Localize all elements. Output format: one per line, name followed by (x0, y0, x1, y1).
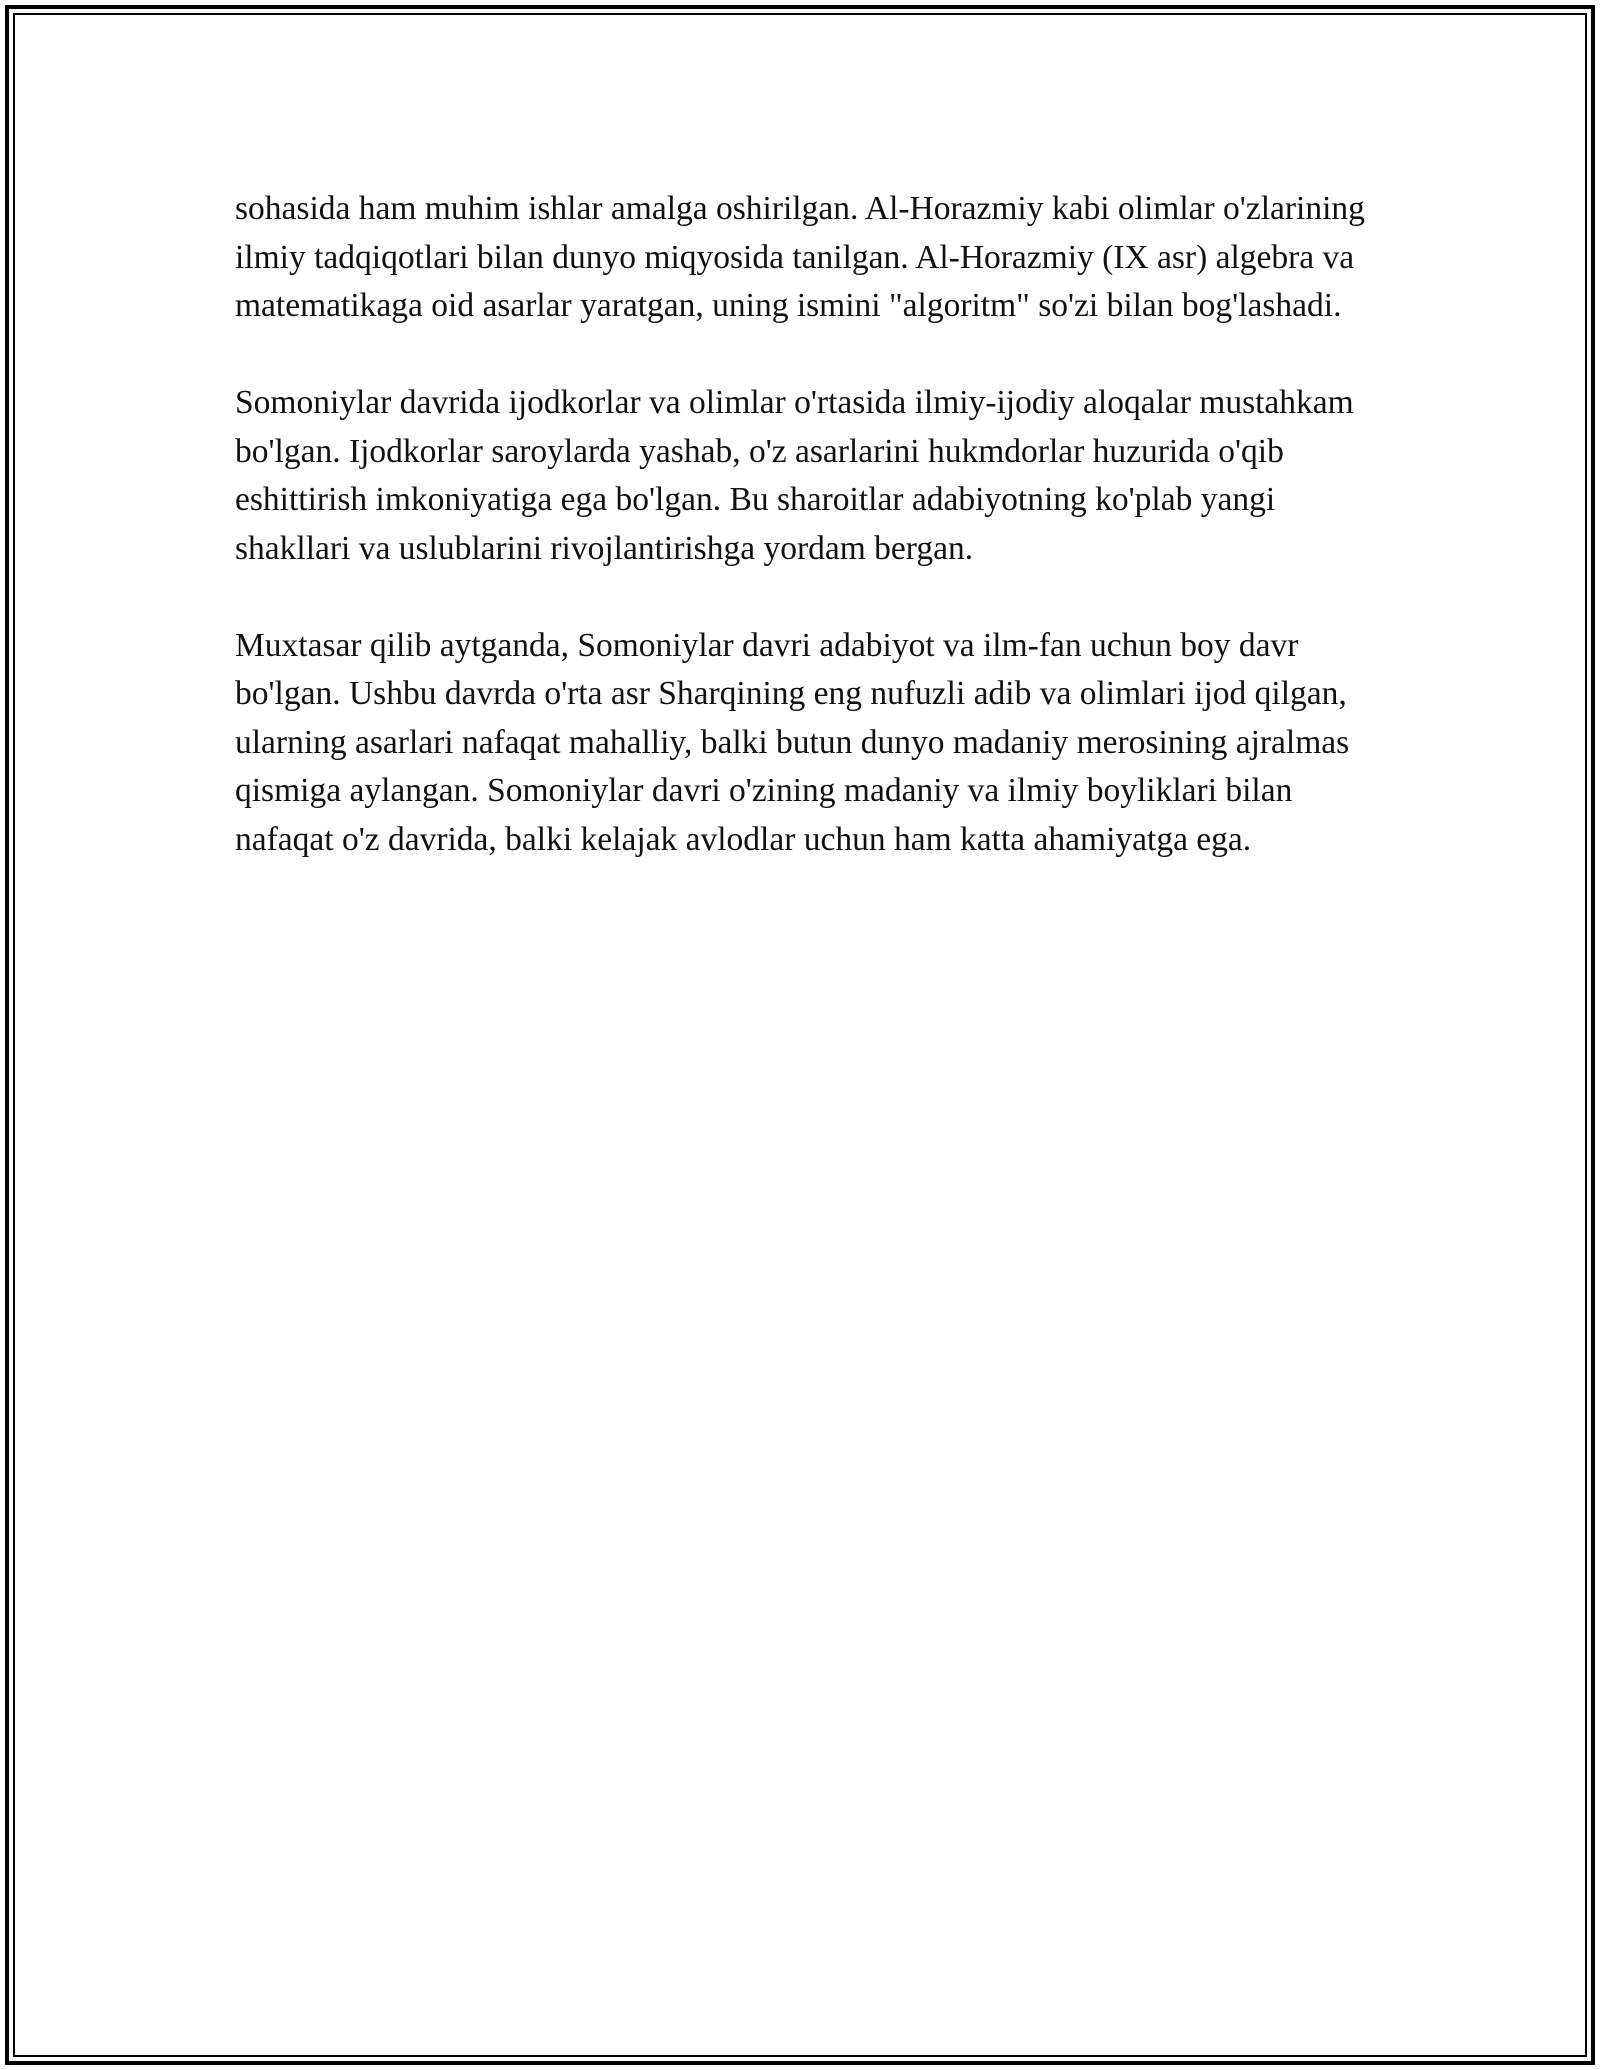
paragraph-3: Muxtasar qilib aytganda, Somoniylar davri adabiyot va ilm-fan uchun boy davr bo'lgan. Ushbu davrda o'rta asr Sharqining eng nufuzli adib va olimlari ijod qilgan, ularning asarlari nafaqat mahalliy, balki butun dunyo madaniy merosining ajralmas qismiga aylangan. Somoniylar davri o'zining madaniy va ilmiy boyliklari bilan nafaqat o'z davrida, balki kelajak avlodlar uchun ham katta ahamiyatga ega. (235, 626, 1350, 858)
paragraph-2: Somoniylar davrida ijodkorlar va olimlar o'rtasida ilmiy-ijodiy aloqalar mustahkam bo'lgan. Ijodkorlar saroylarda yashab, o'z asarlarini hukmdorlar huzurida o'qib eshittirish imkoniyatiga ega bo'lgan. Bu sharoitlar adabiyotning ko'plab yangi shakllari va uslublarini rivojlantirishga yordam bergan. (235, 384, 1354, 567)
document-body (235, 185, 1365, 913)
paragraph-1: sohasida ham muhim ishlar amalga oshirilgan. Al-Horazmiy kabi olimlar o'zlarining ilmiy tadqiqotlari bilan dunyo miqyosida tanilgan. Al-Horazmiy (IX asr) algebra va matematikaga oid asarlar yaratgan, uning ismini "algoritm" so'zi bilan bog'lashadi. (235, 190, 1365, 324)
